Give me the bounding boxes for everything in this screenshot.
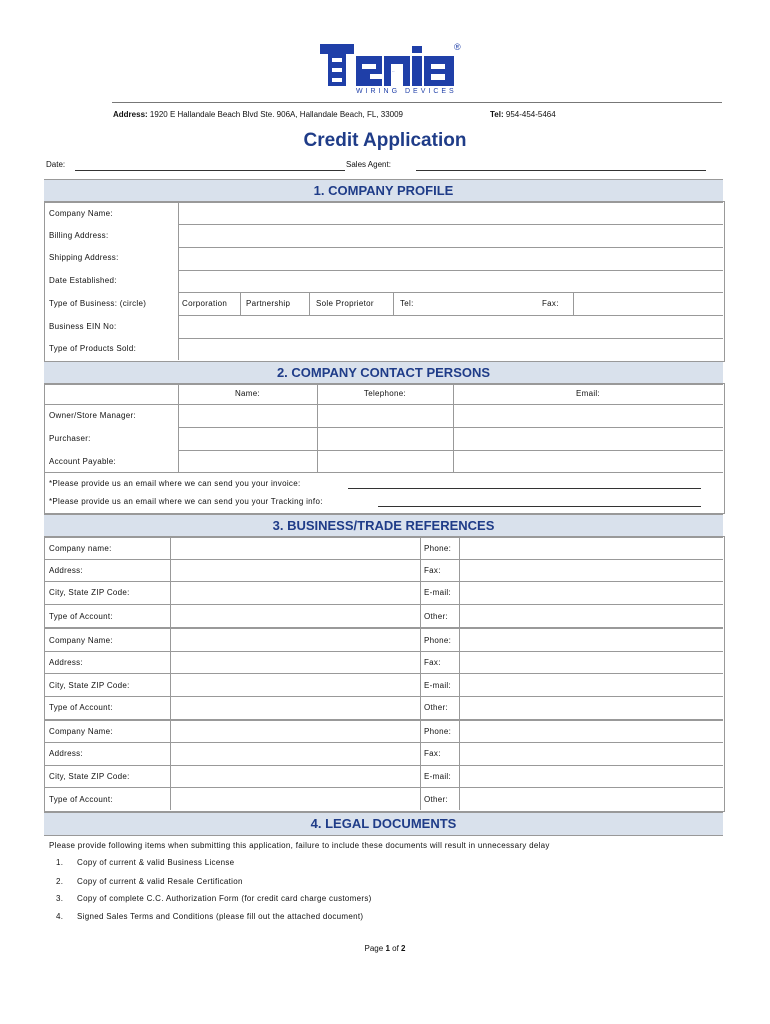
ref1-email-label: E-mail: [424,588,451,597]
ref2-email-label: E-mail: [424,681,451,690]
legal-item-resale-certification: Copy of current & valid Resale Certification [77,877,243,886]
contact-persons-table [44,383,725,514]
contact-name-column: Name: [234,389,261,398]
address-line [113,110,403,119]
ref3-email-label: E-mail: [424,772,451,781]
company-name-label: Company Name: [49,209,113,218]
tel-value: 954-454-5464 [505,110,556,119]
tracking-email-note: *Please provide us an email where we can send you your Tracking info: [49,497,323,506]
date-established-label: Date Established: [49,276,117,285]
page-total: 2 [401,944,406,953]
address-label: Address: [113,110,148,119]
ref2-other-label: Other: [424,703,449,712]
ref3-fax-label: Fax: [424,749,441,758]
business-tel-label: Tel: [400,299,414,308]
legal-item-sales-terms: Signed Sales Terms and Conditions (please fill out the attached document) [77,912,364,921]
account-payable-label: Account Payable: [49,457,117,466]
business-type-sole-proprietor[interactable]: Sole Proprietor [316,299,374,308]
owner-manager-label: Owner/Store Manager: [49,411,136,420]
contact-telephone-column: Telephone: [363,389,407,398]
ref1-fax-label: Fax: [424,566,441,575]
ref2-address-label: Address: [49,658,83,667]
company-logo [318,42,466,100]
page-title: Credit Application [303,130,467,151]
billing-address-label: Billing Address: [49,231,109,240]
tracking-email-field[interactable] [378,506,701,507]
ref2-city-label: City, State ZIP Code: [49,681,130,690]
ref3-address-label: Address: [49,749,83,758]
legal-item-number: 1. [56,858,64,867]
sales-agent-label: Sales Agent: [346,160,391,169]
legal-item-number: 3. [56,894,64,903]
ref3-account-label: Type of Account: [49,795,113,804]
date-field[interactable] [75,170,345,171]
ref3-phone-label: Phone: [424,727,452,736]
products-sold-label: Type of Products Sold: [49,344,137,353]
type-of-business-label: Type of Business: (circle) [49,299,147,308]
sales-agent-field[interactable] [416,170,706,171]
business-fax-label: Fax: [542,299,559,308]
date-label: Date: [46,160,66,169]
legal-item-cc-authorization: Copy of complete C.C. Authorization Form (for credit card charge customers) [77,894,372,903]
shipping-address-label: Shipping Address: [49,253,119,262]
tenia-logo-graphic [318,42,466,88]
invoice-email-note: *Please provide us an email where we can send you your invoice: [49,479,301,488]
ref1-account-label: Type of Account: [49,612,113,621]
ref1-city-label: City, State ZIP Code: [49,588,130,597]
registered-mark: ® [454,42,461,52]
logo-text: Tenia [392,72,395,73]
ref2-account-label: Type of Account: [49,703,113,712]
legal-item-number: 2. [56,877,64,886]
business-type-corporation[interactable]: Corporation [182,299,228,308]
page-current: 1 [385,944,390,953]
section-legal-documents-heading: 4. LEGAL DOCUMENTS [44,812,723,836]
trade-references-table [44,536,725,812]
business-ein-label: Business EIN No: [49,322,117,331]
ref1-phone-label: Phone: [424,544,452,553]
tel-label: Tel: [490,110,504,119]
tel-line [490,110,556,119]
header-rule [112,102,722,103]
ref2-phone-label: Phone: [424,636,452,645]
ref1-company-label: Company name: [49,544,112,553]
ref2-fax-label: Fax: [424,658,441,667]
ref2-company-label: Company Name: [49,636,113,645]
legal-item-number: 4. [56,912,64,921]
ref3-company-label: Company Name: [49,727,113,736]
section-trade-references-heading: 3. BUSINESS/TRADE REFERENCES [44,514,723,538]
page-footer [0,944,770,953]
ref3-other-label: Other: [424,795,449,804]
ref3-city-label: City, State ZIP Code: [49,772,130,781]
page-prefix: Page [364,944,384,953]
purchaser-label: Purchaser: [49,434,91,443]
invoice-email-field[interactable] [348,488,701,489]
logo-tagline: WIRING DEVICES [356,88,457,95]
page-of: of [392,944,399,953]
address-value: 1920 E Hallandale Beach Blvd Ste. 906A, Hallandale Beach, FL, 33009 [149,110,403,119]
ref1-address-label: Address: [49,566,83,575]
ref1-other-label: Other: [424,612,449,621]
business-type-partnership[interactable]: Partnership [246,299,291,308]
legal-item-business-license: Copy of current & valid Business License [77,858,235,867]
legal-intro-text: Please provide following items when submitting this application, failure to include these documents will result in unnecessary delay [49,841,550,850]
section-company-profile-heading: 1. COMPANY PROFILE [44,179,723,203]
section-contact-persons-heading: 2. COMPANY CONTACT PERSONS [44,361,723,385]
contact-email-column: Email: [575,389,601,398]
